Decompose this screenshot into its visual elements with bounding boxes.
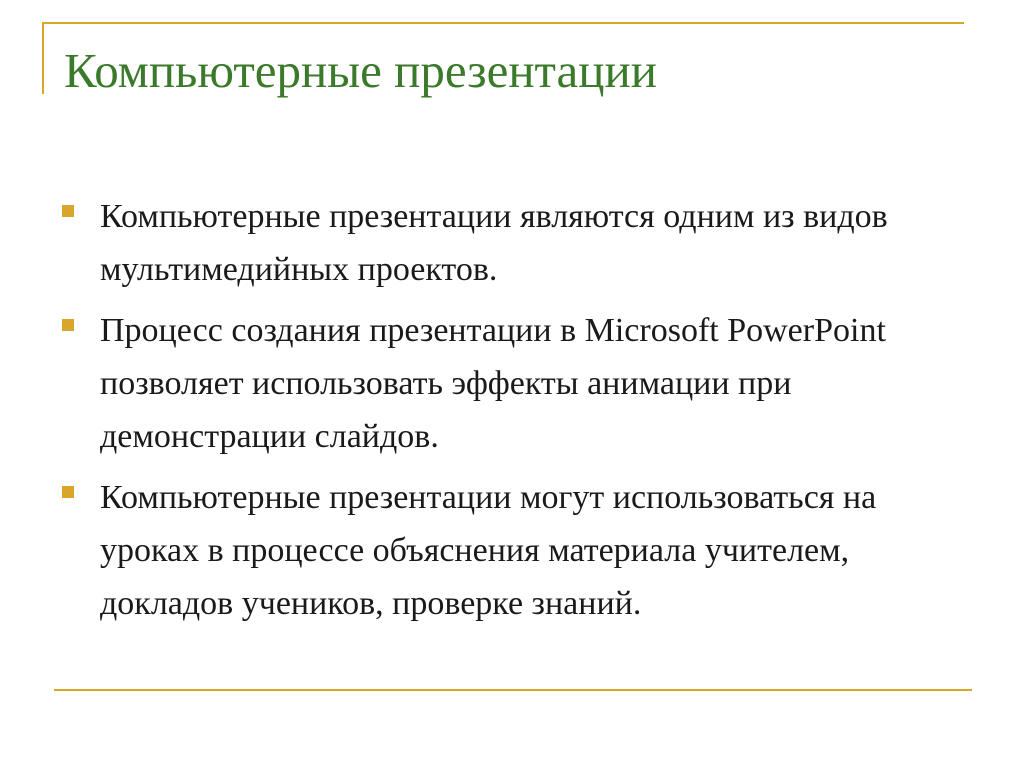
- bottom-decorative-rule: [54, 689, 972, 691]
- square-bullet-icon: [62, 319, 74, 331]
- square-bullet-icon: [62, 486, 74, 498]
- square-bullet-icon: [62, 205, 74, 217]
- slide-title: Компьютерные презентации: [64, 43, 657, 98]
- bullet-list: [62, 190, 942, 638]
- bullet-text-3: Компьютерные презентации могут использоваться на уроках в процессе объяснения материала учителем, докладов учеников, проверке знаний.: [100, 479, 877, 622]
- top-decorative-rule: [42, 22, 964, 24]
- left-decorative-rule: [42, 22, 44, 94]
- bullet-item-2: [62, 304, 942, 463]
- bullet-text-2: Процесс создания презентации в Microsoft PowerPoint позволяет использовать эффекты анимации при демонстрации слайдов.: [100, 312, 886, 455]
- bullet-item-3: [62, 471, 942, 630]
- bullet-text-1: Компьютерные презентации являются одним из видов мультимедийных проектов.: [100, 198, 888, 288]
- bullet-item-1: [62, 190, 942, 296]
